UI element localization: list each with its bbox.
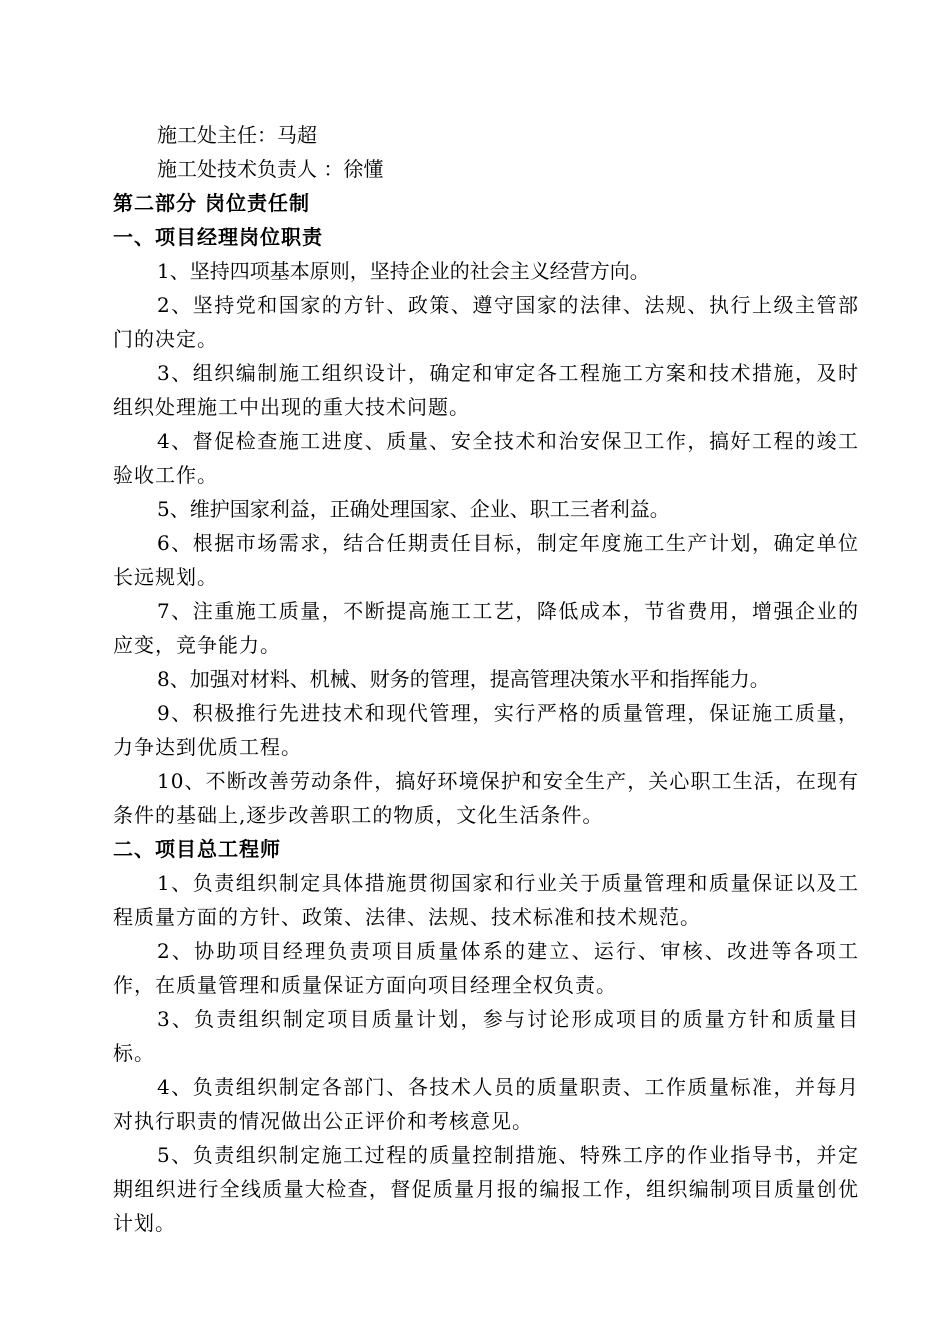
list-item: 10、不断改善劳动条件，搞好环境保护和安全生产，关心职工生活，在现有条件的基础上,逐步改善职工的物质，文化生活条件。 (113, 769, 859, 827)
list-item: 1、坚持四项基本原则，坚持企业的社会主义经营方向。 (157, 259, 650, 283)
list-item: 3、组织编制施工组织设计，确定和审定各工程施工方案和技术措施，及时组织处理施工中出现的重大技术问题。 (113, 361, 859, 419)
header-line-tech-lead: 施工处技术负责人 ：徐懂 (157, 157, 384, 181)
list-item: 2、协助项目经理负责项目质量体系的建立、运行、审核、改进等各项工作，在质量管理和质量保证方面向项目经理全权负责。 (113, 939, 859, 997)
list-item: 6、根据市场需求，结合任期责任目标，制定年度施工生产计划，确定单位长远规划。 (113, 531, 859, 589)
list-item: 4、负责组织制定各部门、各技术人员的质量职责、工作质量标准，并每月对执行职责的情况做出公正评价和考核意见。 (113, 1075, 859, 1133)
list-item: 2、坚持党和国家的方针、政策、遵守国家的法律、法规、执行上级主管部门的决定。 (113, 293, 859, 351)
list-item: 8、加强对材料、机械、财务的管理，提高管理决策水平和指挥能力。 (157, 667, 770, 691)
list-item: 4、督促检查施工进度、质量、安全技术和治安保卫工作，搞好工程的竣工验收工作。 (113, 429, 859, 487)
header-line-director: 施工处主任：马超 (157, 123, 317, 147)
list-item: 1、负责组织制定具体措施贯彻国家和行业关于质量管理和质量保证以及工程质量方面的方针、政策、法律、法规、技术标准和技术规范。 (113, 871, 859, 929)
section-heading-chief-engineer: 二、项目总工程师 (113, 837, 281, 861)
section-heading-project-manager: 一、项目经理岗位职责 (113, 225, 323, 249)
list-item: 5、负责组织制定施工过程的质量控制措施、特殊工序的作业指导书，并定期组织进行全线质量大检查，督促质量月报的编报工作，组织编制项目质量创优计划。 (113, 1143, 859, 1235)
list-item: 9、积极推行先进技术和现代管理，实行严格的质量管理，保证施工质量，力争达到优质工程。 (113, 701, 859, 759)
document-body (113, 118, 859, 1240)
list-item: 5、维护国家利益，正确处理国家、企业、职工三者利益。 (157, 497, 670, 521)
part-title: 第二部分 岗位责任制 (113, 191, 310, 215)
list-item: 7、注重施工质量，不断提高施工工艺，降低成本，节省费用，增强企业的应变，竞争能力。 (113, 599, 859, 657)
list-item: 3、负责组织制定项目质量计划，参与讨论形成项目的质量方针和质量目标。 (113, 1007, 859, 1065)
